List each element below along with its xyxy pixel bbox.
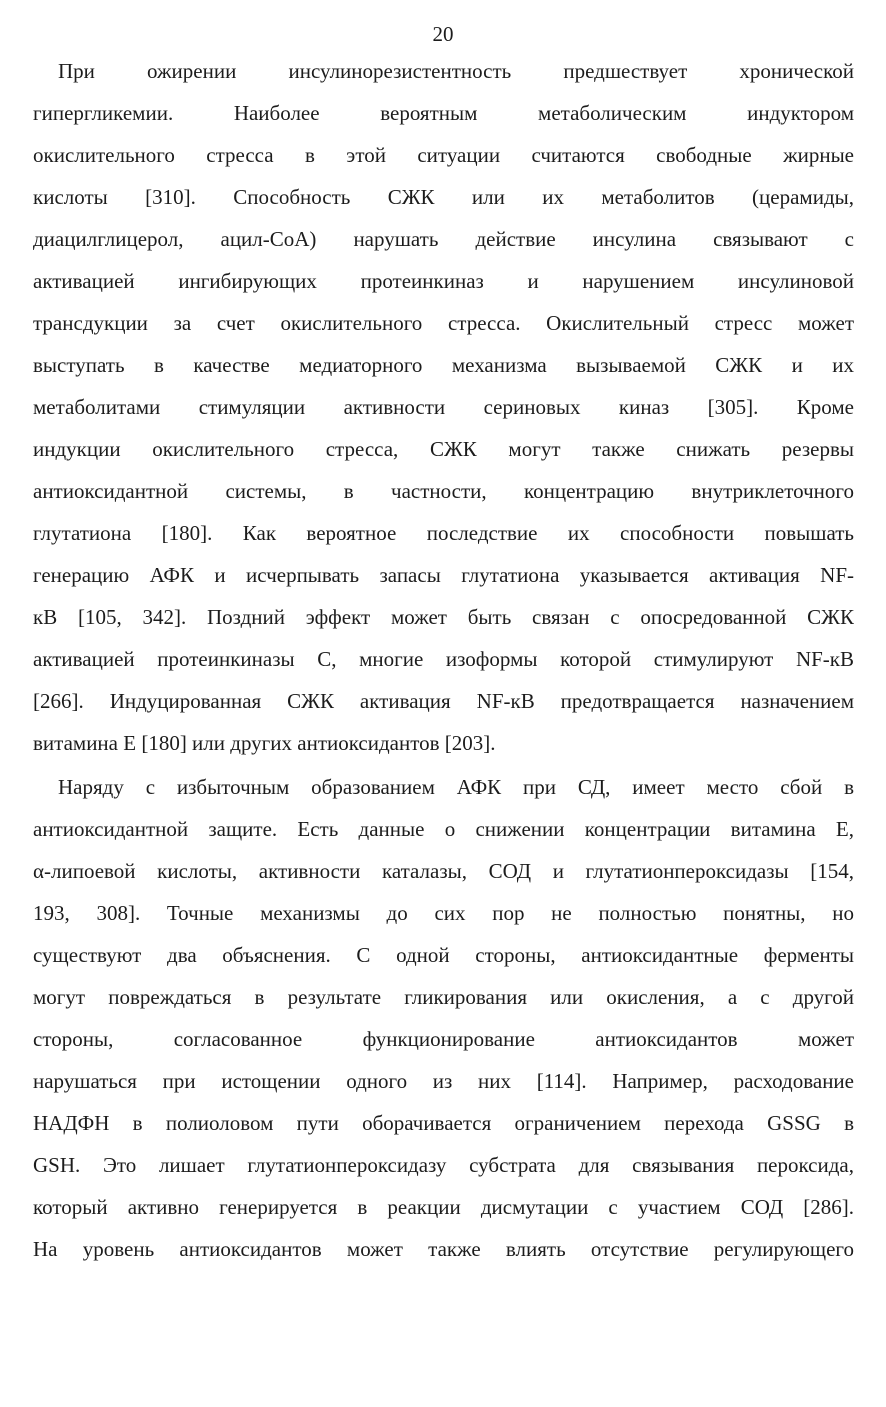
text-line: НАДФН в полиоловом пути оборачивается ограничением перехода GSSG в [33, 1111, 854, 1135]
text-line: α-липоевой кислоты, активности каталазы, СОД и глутатионпероксидазы [154, [33, 859, 854, 883]
text-line: На уровень антиоксидантов может также влиять отсутствие регулирующего [33, 1237, 854, 1261]
text-line: антиоксидантной системы, в частности, концентрацию внутриклеточного [33, 479, 854, 503]
text-line: витамина Е [180] или других антиоксидантов [203]. [33, 731, 496, 755]
text-line: глутатиона [180]. Как вероятное последствие их способности повышать [33, 521, 854, 545]
page-number: 20 [432, 22, 454, 46]
text-line: нарушаться при истощении одного из них [114]. Например, расходование [33, 1069, 854, 1093]
text-line: При ожирении инсулинорезистентность предшествует хронической [58, 59, 854, 83]
text-line: кислоты [310]. Способность СЖК или их метаболитов (церамиды, [33, 185, 854, 209]
text-line: кВ [105, 342]. Поздний эффект может быть связан с опосредованной СЖК [33, 605, 854, 629]
text-line: гипергликемии. Наиболее вероятным метаболическим индуктором [33, 101, 854, 125]
text-line: могут повреждаться в результате гликирования или окисления, а с другой [33, 985, 854, 1009]
text-line: существуют два объяснения. С одной стороны, антиоксидантные ферменты [33, 943, 854, 967]
text-line: GSH. Это лишает глутатионпероксидазу субстрата для связывания пероксида, [33, 1153, 854, 1177]
text-line: диацилглицерол, ацил-СоА) нарушать действие инсулина связывают с [33, 227, 854, 251]
text-line: выступать в качестве медиаторного механизма вызываемой СЖК и их [33, 353, 854, 377]
text-line: 193, 308]. Точные механизмы до сих пор не полностью понятны, но [33, 901, 854, 925]
text-line: Наряду с избыточным образованием АФК при СД, имеет место сбой в [58, 775, 854, 799]
text-line: трансдукции за счет окислительного стресса. Окислительный стресс может [33, 311, 854, 335]
text-line: стороны, согласованное функционирование антиоксидантов может [33, 1027, 854, 1051]
text-line: генерацию АФК и исчерпывать запасы глутатиона указывается активация NF- [33, 563, 854, 587]
text-line: [266]. Индуцированная СЖК активация NF-кВ предотвращается назначением [33, 689, 854, 713]
text-line: который активно генерируется в реакции дисмутации с участием СОД [286]. [33, 1195, 854, 1219]
text-line: активацией протеинкиназы С, многие изоформы которой стимулируют NF-кВ [33, 647, 854, 671]
text-line: метаболитами стимуляции активности сериновых киназ [305]. Кроме [33, 395, 854, 419]
text-line: активацией ингибирующих протеинкиназ и нарушением инсулиновой [33, 269, 854, 293]
text-line: окислительного стресса в этой ситуации считаются свободные жирные [33, 143, 854, 167]
text-line: индукции окислительного стресса, СЖК могут также снижать резервы [33, 437, 854, 461]
text-line: антиоксидантной защите. Есть данные о снижении концентрации витамина Е, [33, 817, 854, 841]
